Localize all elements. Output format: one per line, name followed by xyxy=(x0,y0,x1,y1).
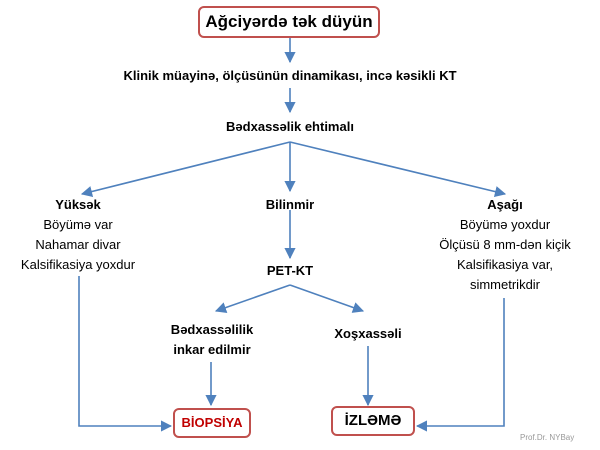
benign-label: Xoşxassəli xyxy=(334,326,402,341)
malignant-not-excluded-label xyxy=(171,320,253,360)
arrow-low-to-followup xyxy=(417,298,504,426)
low-risk-criterion: Ölçüsü 8 mm-dən kiçik xyxy=(439,237,571,252)
low-risk-group xyxy=(439,195,570,295)
followup-box xyxy=(331,406,415,436)
low-risk-heading: Aşağı xyxy=(487,197,523,212)
arrow-step2-to-low xyxy=(290,142,505,194)
author-credit: Prof.Dr. NYBay xyxy=(520,433,575,442)
title-label: Ağciyərdə tək düyün xyxy=(205,12,373,31)
arrow-petkt-to-benign xyxy=(290,285,363,311)
petkt-label: PET-KT xyxy=(266,263,314,278)
followup-label: İZLƏMƏ xyxy=(344,412,402,429)
low-risk-criterion: Kalsifikasiya var, xyxy=(456,257,554,272)
high-risk-group xyxy=(21,195,135,275)
arrow-petkt-to-malignant xyxy=(216,285,290,311)
arrow-high-to-biopsy xyxy=(79,276,171,426)
low-risk-criterion: Böyümə yoxdur xyxy=(459,217,551,232)
high-risk-criterion: Nahamar divar xyxy=(35,237,121,252)
step2-label: Bədxassəlik ehtimalı xyxy=(226,119,354,134)
arrow-step2-to-high xyxy=(82,142,290,194)
malignant-line: inkar edilmir xyxy=(173,342,251,357)
high-risk-criterion: Kalsifikasiya yoxdur xyxy=(20,257,136,272)
high-risk-heading: Yüksək xyxy=(55,197,101,212)
title-box xyxy=(198,6,380,38)
high-risk-criterion: Böyümə var xyxy=(43,217,113,232)
biopsy-box xyxy=(173,408,251,438)
biopsy-label: BİOPSİYA xyxy=(181,415,243,430)
low-risk-criterion: simmetrikdir xyxy=(469,277,541,292)
unknown-risk-heading: Bilinmir xyxy=(265,197,315,212)
malignant-line: Bədxassəlilik xyxy=(170,322,254,337)
step1-label: Klinik müayinə, ölçüsünün dinamikası, incə kəsikli KT xyxy=(123,68,457,83)
